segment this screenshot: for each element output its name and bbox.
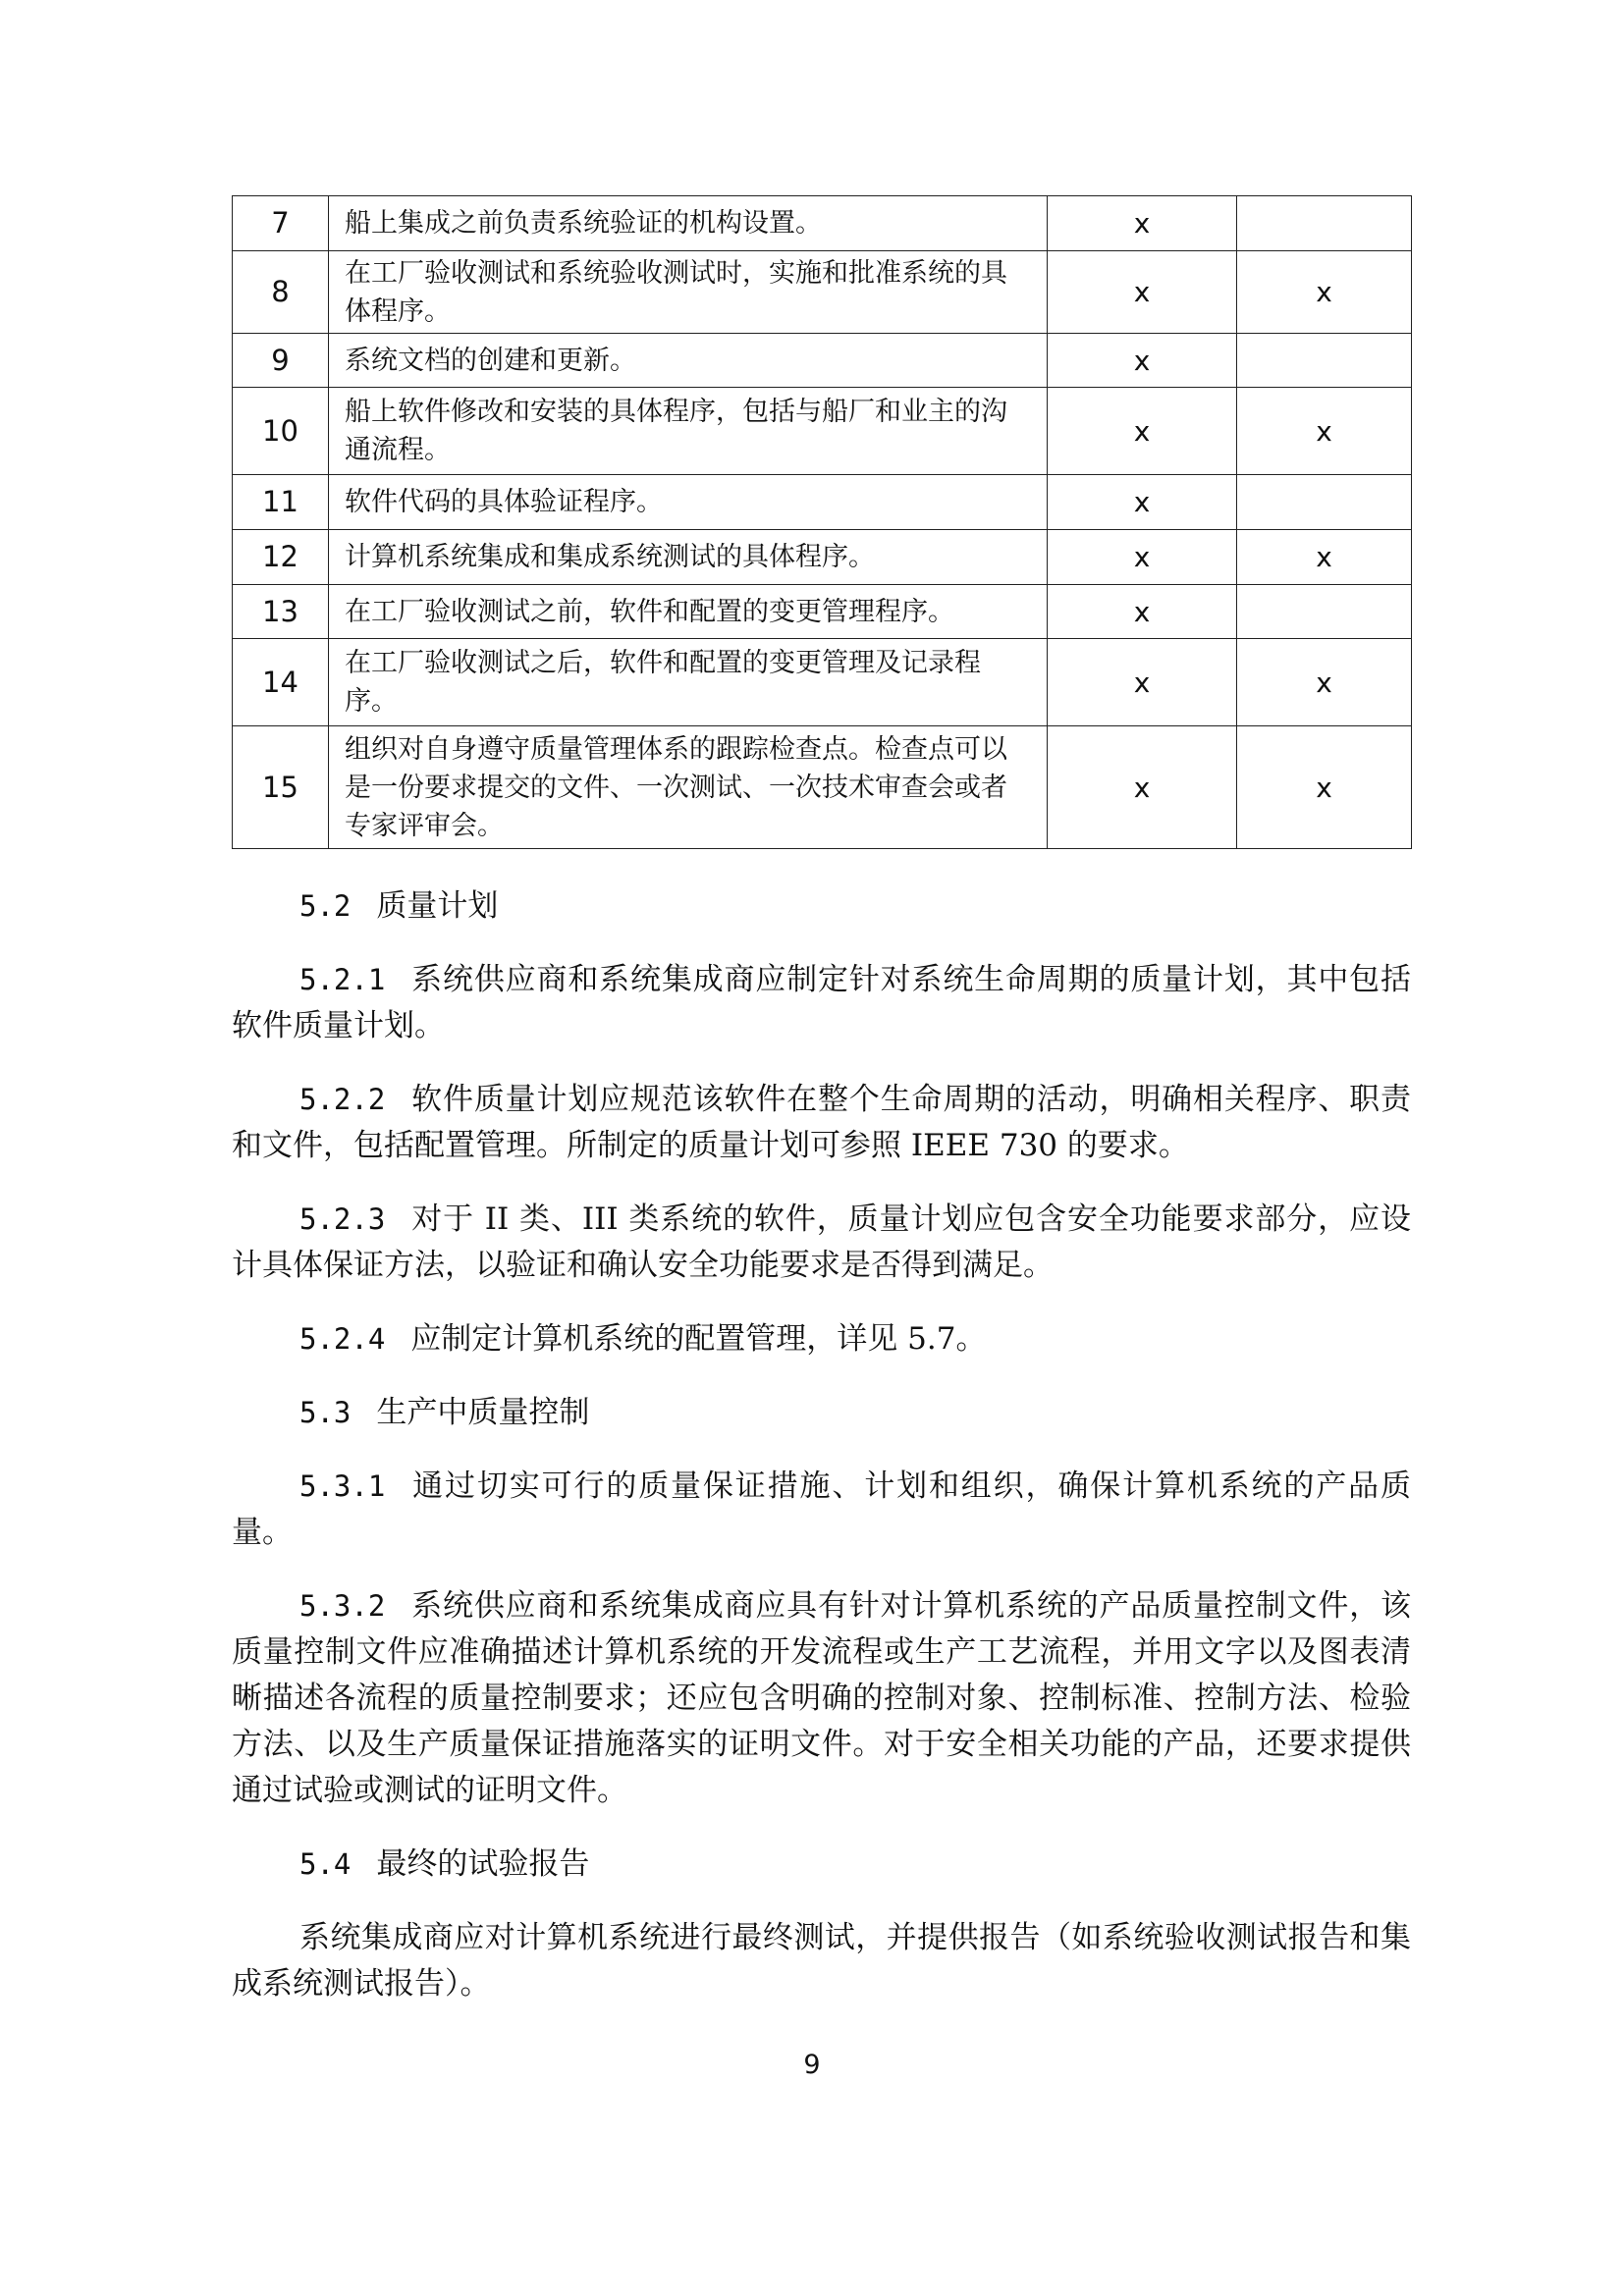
row-mark-col2: x bbox=[1237, 388, 1412, 475]
clause-number: 5.2.2 bbox=[299, 1083, 386, 1116]
row-mark-col1: x bbox=[1048, 251, 1237, 334]
table-row bbox=[233, 639, 1412, 726]
row-mark-col2 bbox=[1237, 585, 1412, 639]
clause-text: 应制定计算机系统的配置管理，详见 5.7。 bbox=[410, 1321, 987, 1357]
section-title: 最终的试验报告 bbox=[376, 1846, 590, 1882]
row-mark-col1: x bbox=[1048, 334, 1237, 388]
row-description: 计算机系统集成和集成系统测试的具体程序。 bbox=[329, 530, 1048, 585]
clause-number: 5.3.2 bbox=[299, 1589, 386, 1623]
paragraph-5-3-1 bbox=[232, 1464, 1411, 1556]
row-description: 系统文档的创建和更新。 bbox=[329, 334, 1048, 388]
row-number: 10 bbox=[233, 388, 329, 475]
clause-number: 5.3.1 bbox=[299, 1469, 386, 1503]
row-mark-col2 bbox=[1237, 196, 1412, 251]
row-mark-col2: x bbox=[1237, 251, 1412, 334]
page-number: 9 bbox=[803, 2050, 821, 2080]
paragraph-5-2-3 bbox=[232, 1197, 1411, 1289]
section-title: 质量计划 bbox=[376, 888, 499, 924]
table-row bbox=[233, 334, 1412, 388]
requirements-table bbox=[232, 195, 1412, 849]
row-mark-col1: x bbox=[1048, 475, 1237, 530]
clause-text: 系统供应商和系统集成商应具有针对计算机系统的产品质量控制文件，该质量控制文件应准确描述计算机系统的开发流程或生产工艺流程，并用文字以及图表清晰描述各流程的质量控制要求；还应包含明确的控制对象、控制标准、控制方法、检验方法、以及生产质量保证措施落实的证明文件。对于安全相关功能的产品，还要求提供通过试验或测试的证明文件。 bbox=[232, 1588, 1411, 1808]
table-row bbox=[233, 251, 1412, 334]
section-heading-5-4 bbox=[232, 1842, 1411, 1888]
row-mark-col1: x bbox=[1048, 530, 1237, 585]
section-number: 5.3 bbox=[299, 1396, 352, 1429]
row-mark-col2: x bbox=[1237, 726, 1412, 849]
row-number: 14 bbox=[233, 639, 329, 726]
section-heading-5-3 bbox=[232, 1390, 1411, 1436]
row-mark-col1: x bbox=[1048, 585, 1237, 639]
table-row bbox=[233, 196, 1412, 251]
table-row bbox=[233, 388, 1412, 475]
row-mark-col1: x bbox=[1048, 196, 1237, 251]
clause-text: 软件质量计划应规范该软件在整个生命周期的活动，明确相关程序、职责和文件，包括配置管理。所制定的质量计划可参照 IEEE 730 的要求。 bbox=[232, 1082, 1411, 1163]
section-number: 5.4 bbox=[299, 1847, 352, 1881]
clause-text: 系统供应商和系统集成商应制定针对系统生命周期的质量计划，其中包括软件质量计划。 bbox=[232, 962, 1411, 1043]
table-row bbox=[233, 475, 1412, 530]
paragraph-5-2-1 bbox=[232, 957, 1411, 1049]
row-mark-col2: x bbox=[1237, 530, 1412, 585]
paragraph-5-4: 系统集成商应对计算机系统进行最终测试，并提供报告（如系统验收测试报告和集成系统测试报告）。 bbox=[232, 1920, 1411, 2002]
row-description: 在工厂验收测试之前，软件和配置的变更管理程序。 bbox=[329, 585, 1048, 639]
row-mark-col1: x bbox=[1048, 726, 1237, 849]
row-description: 船上软件修改和安装的具体程序，包括与船厂和业主的沟通流程。 bbox=[329, 388, 1048, 475]
row-number: 8 bbox=[233, 251, 329, 334]
row-description: 软件代码的具体验证程序。 bbox=[329, 475, 1048, 530]
document-body bbox=[232, 883, 1411, 2035]
clause-text: 通过切实可行的质量保证措施、计划和组织，确保计算机系统的产品质量。 bbox=[232, 1468, 1411, 1550]
row-number: 7 bbox=[233, 196, 329, 251]
row-description: 船上集成之前负责系统验证的机构设置。 bbox=[329, 196, 1048, 251]
clause-number: 5.2.1 bbox=[299, 963, 386, 996]
section-title: 生产中质量控制 bbox=[376, 1395, 590, 1430]
section-heading-5-2 bbox=[232, 883, 1411, 930]
clause-text: 对于 II 类、III 类系统的软件，质量计划应包含安全功能要求部分，应设计具体保证方法，以验证和确认安全功能要求是否得到满足。 bbox=[232, 1201, 1411, 1283]
row-description: 组织对自身遵守质量管理体系的跟踪检查点。检查点可以是一份要求提交的文件、一次测试、一次技术审查会或者专家评审会。 bbox=[329, 726, 1048, 849]
row-number: 15 bbox=[233, 726, 329, 849]
row-number: 11 bbox=[233, 475, 329, 530]
row-mark-col2: x bbox=[1237, 639, 1412, 726]
table-row bbox=[233, 726, 1412, 849]
row-description: 在工厂验收测试和系统验收测试时，实施和批准系统的具体程序。 bbox=[329, 251, 1048, 334]
section-number: 5.2 bbox=[299, 889, 352, 923]
table-row bbox=[233, 585, 1412, 639]
clause-number: 5.2.3 bbox=[299, 1202, 386, 1236]
table-row bbox=[233, 530, 1412, 585]
row-mark-col1: x bbox=[1048, 388, 1237, 475]
row-number: 12 bbox=[233, 530, 329, 585]
row-number: 13 bbox=[233, 585, 329, 639]
row-mark-col1: x bbox=[1048, 639, 1237, 726]
row-mark-col2 bbox=[1237, 475, 1412, 530]
row-number: 9 bbox=[233, 334, 329, 388]
row-description: 在工厂验收测试之后，软件和配置的变更管理及记录程序。 bbox=[329, 639, 1048, 726]
paragraph-5-2-2 bbox=[232, 1077, 1411, 1169]
clause-number: 5.2.4 bbox=[299, 1322, 386, 1356]
paragraph-5-3-2 bbox=[232, 1583, 1411, 1814]
paragraph-5-2-4 bbox=[232, 1316, 1411, 1362]
row-mark-col2 bbox=[1237, 334, 1412, 388]
